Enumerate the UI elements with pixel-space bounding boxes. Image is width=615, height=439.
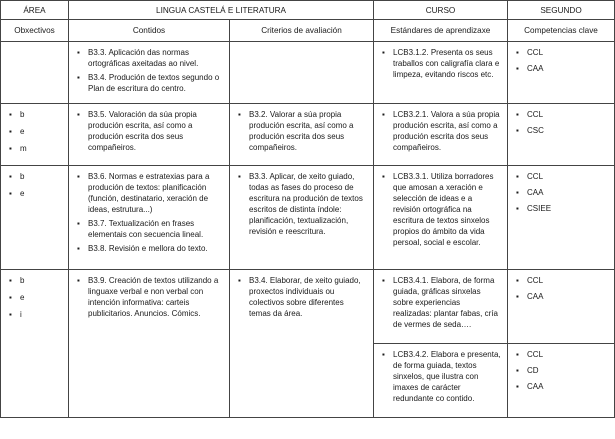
contents-item: ▪ B3.6. Normas e estratexias para a produción de textos: planificación (función, destinatario, xeración de ideas, estrutura...) [75,171,223,215]
criteria-list [236,171,367,237]
col-header-criteria: Criterios de avaliación [230,20,374,42]
cell-competences [508,166,615,270]
cell-objectives [1,104,69,166]
cell-criteria [230,166,374,270]
competences-list [514,275,608,302]
cell-standards [374,104,508,166]
subject-title: LINGUA CASTELÁ E LITERATURA [69,1,374,20]
competences-item: ▪ CCL [514,109,608,120]
cell-standards [374,270,508,344]
area-label: ÁREA [1,1,69,20]
competences-list [514,349,608,392]
course-label: CURSO [374,1,508,20]
cell-standards [374,42,508,104]
objectives-list [7,171,62,199]
col-header-objectives: Obxectivos [1,20,69,42]
objectives-item: ▪ b [7,109,62,120]
standards-list [380,171,501,248]
cell-objectives [1,270,69,418]
cell-competences [508,270,615,344]
contents-item: ▪ B3.4. Produción de textos segundo o Plan de escritura do centro. [75,72,223,94]
col-header-contents: Contidos [69,20,230,42]
competences-item: ▪ CAA [514,291,608,302]
table-row [1,166,615,270]
contents-list [75,171,223,254]
criteria-item: ▪ B3.2. Valorar a súa propia produción escrita, así como a produción escrita dos seus compañeiros. [236,109,367,153]
objectives-item: ▪ e [7,126,62,137]
objectives-item: ▪ i [7,309,62,320]
standards-item: ▪ LCB3.4.2. Elabora e presenta, de forma guiada, textos sinxelos, que ilustra con imaxes de carácter redundante co contido. [380,349,501,404]
cell-competences [508,344,615,418]
standards-list [380,109,501,153]
competences-list [514,109,608,136]
contents-list [75,109,223,153]
objectives-item: ▪ e [7,292,62,303]
cell-objectives [1,42,69,104]
competences-item: ▪ CSC [514,125,608,136]
table-row [1,42,615,104]
contents-item: ▪ B3.8. Revisión e mellora do texto. [75,243,223,254]
competences-item: ▪ CD [514,365,608,376]
competences-item: ▪ CCL [514,349,608,360]
cell-contents [69,166,230,270]
title-row [1,1,615,20]
col-header-standards: Estándares de aprendizaxe [374,20,508,42]
table-row [1,104,615,166]
objectives-item: ▪ b [7,275,62,286]
standards-item: ▪ LCB3.1.2. Presenta os seus traballos con caligrafía clara e limpeza, evitando riscos etc. [380,47,501,80]
objectives-list [7,109,62,154]
contents-item: ▪ B3.5. Valoración da súa propia produción escrita, así como a produción escrita dos seus compañeiros. [75,109,223,153]
contents-list [75,47,223,94]
contents-item: ▪ B3.3. Aplicación das normas ortográficas axeitadas ao nivel. [75,47,223,69]
standards-list [380,349,501,404]
criteria-item: ▪ B3.4. Elaborar, de xeito guiado, proxectos individuais ou colectivos sobre diferentes temas da área. [236,275,367,319]
cell-contents [69,104,230,166]
competences-item: ▪ CCL [514,275,608,286]
table-row [1,270,615,344]
cell-contents [69,270,230,418]
standards-item: ▪ LCB3.3.1. Utiliza borradores que amosan a xeración e selección de ideas e a revisión ortográfica na escritura de textos sinxelos propios do ámbito da vida persoal, social e escolar. [380,171,501,248]
cell-competences [508,42,615,104]
cell-competences [508,104,615,166]
criteria-item: ▪ B3.3. Aplicar, de xeito guiado, todas as fases do proceso de escritura na produción de textos escritos de distinta índole: planificación, textualización, revisión e reescritura. [236,171,367,237]
cell-objectives [1,166,69,270]
standards-item: ▪ LCB3.2.1. Valora a súa propia produción escrita, así como a produción escrita dos seus compañeiros. [380,109,501,153]
objectives-item: ▪ m [7,143,62,154]
cell-criteria [230,270,374,418]
criteria-list [236,275,367,319]
contents-list [75,275,223,319]
objectives-item: ▪ b [7,171,62,182]
course-value: SEGUNDO [508,1,615,20]
objectives-list [7,275,62,320]
competences-item: ▪ CSIEE [514,203,608,214]
contents-item: ▪ B3.9. Creación de textos utilizando a linguaxe verbal e non verbal con intención informativa: carteis publicitarios. Anuncios. Cómics. [75,275,223,319]
criteria-list [236,109,367,153]
cell-standards [374,166,508,270]
competences-item: ▪ CCL [514,171,608,182]
competences-item: ▪ CCL [514,47,608,58]
cell-criteria [230,42,374,104]
standards-list [380,47,501,80]
contents-item: ▪ B3.7. Textualización en frases elementais con secuencia lineal. [75,218,223,240]
cell-criteria [230,104,374,166]
competences-item: ▪ CAA [514,187,608,198]
competences-item: ▪ CAA [514,381,608,392]
competences-item: ▪ CAA [514,63,608,74]
cell-standards [374,344,508,418]
col-header-competences: Competencias clave [508,20,615,42]
column-header-row [1,20,615,42]
standards-item: ▪ LCB3.4.1. Elabora, de forma guiada, gráficas sinxelas sobre experiencias realizadas: plantar fabas, cría de vermes de seda…. [380,275,501,330]
competences-list [514,171,608,214]
standards-list [380,275,501,330]
objectives-item: ▪ e [7,188,62,199]
competences-list [514,47,608,74]
cell-contents [69,42,230,104]
